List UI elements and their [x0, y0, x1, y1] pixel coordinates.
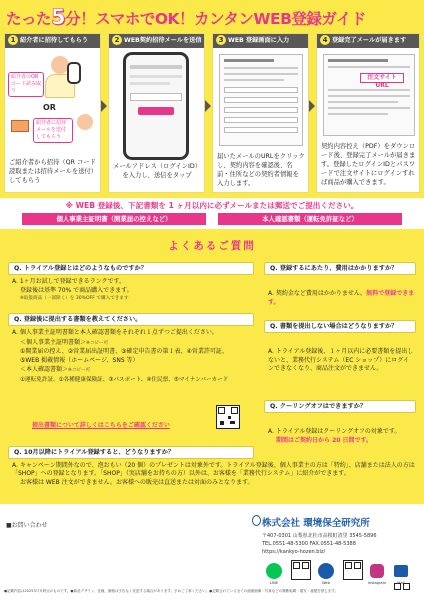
step-1-header [5, 34, 100, 48]
qr-dot [220, 421, 224, 425]
web-label: Web [322, 581, 330, 585]
faq-a-biz-heading: ＜個人事業主証明書類＞ [20, 338, 87, 346]
doc-business-proof: 個人事業主証明書（開業届の控えなど） [22, 213, 206, 225]
fine-print: ●記載内容は2025年7月時点のものです。●商品デザイン、仕様、価格は予告なく変更する場合があります。予めご了承ください。●記載されている全ての画面画像・写真などの無断転載・複写・複製を禁じます。 [4, 589, 338, 593]
faq-a-cooling-off-text: A. トライアル登録はクーリングオフの対象です。 [268, 428, 401, 435]
smartphone-mockup [123, 52, 189, 160]
line-qr-code[interactable] [291, 560, 311, 580]
faq-a-cooling-off-highlight: 期間はご契約日から 20 日間です。 [276, 436, 373, 444]
step-4-number: 4 [320, 35, 330, 45]
mock-line [130, 75, 182, 78]
step-2-text: メールアドレス（ログインID）を入力し、送信をタップ [113, 163, 201, 179]
faq-title: よくあるご質問 [168, 240, 256, 252]
faq-a-biz-note: ※コピー可 [86, 340, 109, 346]
form-field [224, 87, 298, 93]
introducer-head-icon [77, 114, 93, 130]
faq-a-no-documents: A. トライアル登録後、１ヶ月以内に必要書類を提出しないと、業務代行システム（EC ショップ）にログインできなくなり、商品注文ができません。 [268, 348, 414, 373]
faq-a-october-line1: A. キャンペーン期間外なので、泡おもい（20 個）のプレゼントは対象外です。トライアル登録後、個人事業主の方は「特約」、店舗または法人の方は「SHOP」への登録となります。「SHOP」（実店舗をお持ちの方）以外は、お客様を「業務代行システム」に紹介ができます。 [12, 462, 415, 478]
mail-label: Mail [397, 581, 405, 585]
qr-read-bubble: 紹介者のQRコード読み取り [8, 72, 44, 97]
faq-a-id-list: ①運転免許証、②各種健康保険証、③パスポート、④住民票、⑤マイナンバーカード [20, 376, 229, 383]
form-line [224, 73, 298, 75]
mock-send-button [138, 107, 174, 115]
guide-title [6, 5, 418, 31]
faq-a-cooling-off [268, 428, 418, 445]
mail-line [328, 107, 410, 109]
step-3-card [212, 33, 309, 193]
step-arrow-2 [205, 100, 211, 112]
title-post: 分！スマホでOK！カンタンWEB登録ガイド [65, 10, 366, 28]
step-arrow-1 [101, 100, 107, 112]
company-name: 株式会社 環境保全研究所 [262, 518, 370, 529]
faq-q-no-documents: Q. 書類を提出しない場合はどうなりますか？ [264, 320, 416, 333]
faq-a-documents-line1: A. 個人事業主証明書類と本人確認書類をそれぞれ１点ずつご提出ください。 [12, 329, 218, 336]
faq-a-id-heading: ＜本人確認書類＞ [20, 366, 69, 374]
form-field [224, 127, 298, 133]
qr-dot [230, 421, 235, 424]
faq-a-cost-highlight: 無料で登録できます。 [268, 290, 415, 306]
faq-a-cost [268, 290, 418, 307]
documents-detail-link[interactable]: 提出書類について詳しくはこちらをご確認ください [32, 422, 170, 429]
title-pre: たった [6, 10, 52, 28]
company-phone-fax: TEL.0551-48-5300 FAX.0551-48-5388 [262, 541, 356, 547]
form-line [224, 79, 284, 81]
faq-a-documents [12, 329, 256, 385]
faq-q-cooling-off: Q. クーリングオフはできますか？ [264, 400, 416, 413]
faq-q-october: Q. 10月以降にトライアル登録すると、どうなりますか？ [8, 446, 254, 459]
line-icon[interactable] [266, 563, 282, 579]
faq-a-trial-note: ※取扱商品（一部除く）を 30%OFF で購入できます [20, 296, 129, 302]
qr-dot [228, 416, 231, 419]
faq-a-biz-list2: ⑤WEB 掲載情報（ホームページ、SNS 等） [20, 356, 139, 364]
faq-a-biz-list1: ①開業届の控え、②営業届出証明書、③確定申告書の第１表、④営業許可証、 [20, 348, 228, 356]
form-field [224, 97, 298, 103]
order-site-url-highlight: 注文サイト URL [360, 73, 404, 83]
title-big-number: 5 [51, 5, 66, 29]
step-4-header [317, 34, 419, 48]
step-1-card [4, 33, 101, 193]
contact-label: ■お問い合わせ [6, 522, 48, 529]
faq-q-cost: Q. 登録するにあたり、費用はかかりますか？ [264, 262, 416, 275]
mock-line [130, 82, 170, 85]
step-3-text: 届いたメールのURLをクリックし、契約内容を確認後、名前・住所などの契約者情報を入力します。 [217, 153, 305, 187]
mail-icon[interactable] [394, 565, 408, 577]
envelope-icon [11, 120, 29, 132]
step-4-card [316, 33, 420, 193]
step-3-heading: WEB 登録画面に入力 [228, 37, 290, 44]
step-4-text: 契約内容控え（PDF）をダウンロード後、登録完了メールが届きます。登録したログインIDとパスワードで注文サイトにログインすれば商品が購入できます。 [321, 143, 416, 186]
registration-form-screenshot [219, 54, 303, 146]
mock-header-bar [130, 65, 182, 69]
instagram-icon[interactable] [370, 564, 384, 578]
step-3-number: 3 [216, 35, 226, 45]
form-line [224, 59, 274, 62]
company-logo-icon [252, 515, 261, 526]
company-address: 〒407-0301 山梨県北杜市高根町清里 3545-5896 [262, 533, 377, 539]
faq-q-documents: Q. 登録後に提出する書類を教えてください。 [8, 313, 254, 326]
step-arrow-3 [309, 100, 315, 112]
form-line [224, 67, 298, 69]
faq-a-october [12, 462, 416, 487]
faq-q-trial: Q. トライアル登録とはどのようなものですか？ [8, 262, 254, 275]
web-icon[interactable] [318, 563, 334, 579]
step-2-header [109, 34, 204, 48]
step-1-text: ご紹介者から招待（QR コード読取または招待メールを送付）してもらう [9, 159, 96, 184]
submission-notice: ※ WEB 登録後、下記書類を 1 ヶ月以内に必ずメールまたは郵送でご提出ください。 [65, 201, 359, 210]
faq-a-trial-line2: 登録後は基準 70% で商品購入できます。 [20, 286, 133, 294]
form-field [224, 107, 298, 113]
web-qr-code[interactable] [343, 560, 363, 580]
faq-a-cost-text: A. 契約金など費用はかかりません。 [268, 290, 367, 297]
form-field [224, 117, 298, 123]
step-4-heading: 登録完了メールが届きます [332, 37, 407, 44]
completion-mail-screenshot [323, 54, 415, 136]
line-label: LINE [269, 581, 279, 585]
faq-a-october-line2: お客様は WEB 注文ができません。お客様への販売は直送または対面のみとなります。 [20, 478, 254, 486]
mail-line [328, 101, 398, 103]
step-3-header [213, 34, 308, 48]
step-2-heading: WEB契約招待メールを送信 [124, 37, 202, 44]
invite-mail-bubble: 紹介者に招待メールを送付してもらう [33, 118, 73, 143]
mail-line [328, 66, 410, 68]
instagram-label: Instagram [367, 581, 387, 585]
faq-a-id-note: ※コピー可 [68, 368, 91, 374]
step-2-card [108, 33, 205, 193]
faq-a-trial-line1: A. 1ヶ月お試しで登録できるランクです。 [12, 278, 126, 285]
mail-line [328, 95, 410, 97]
mock-email-field [130, 93, 182, 101]
phone-icon [67, 62, 81, 84]
company-website[interactable]: https://kankyo-hozen.biz/ [262, 549, 326, 555]
step-1-heading: 紹介者に招待してもらう [20, 37, 89, 44]
faq-a-trial [12, 278, 252, 304]
documents-qr-code[interactable] [216, 405, 240, 429]
mail-line [328, 59, 388, 62]
mail-line [328, 89, 410, 91]
step-2-number: 2 [112, 35, 122, 45]
step-1-number: 1 [8, 35, 18, 45]
mail-line [328, 113, 388, 115]
or-label: OR [43, 103, 56, 112]
doc-identity-proof: 本人確認書類（運転免許証など） [218, 213, 402, 225]
